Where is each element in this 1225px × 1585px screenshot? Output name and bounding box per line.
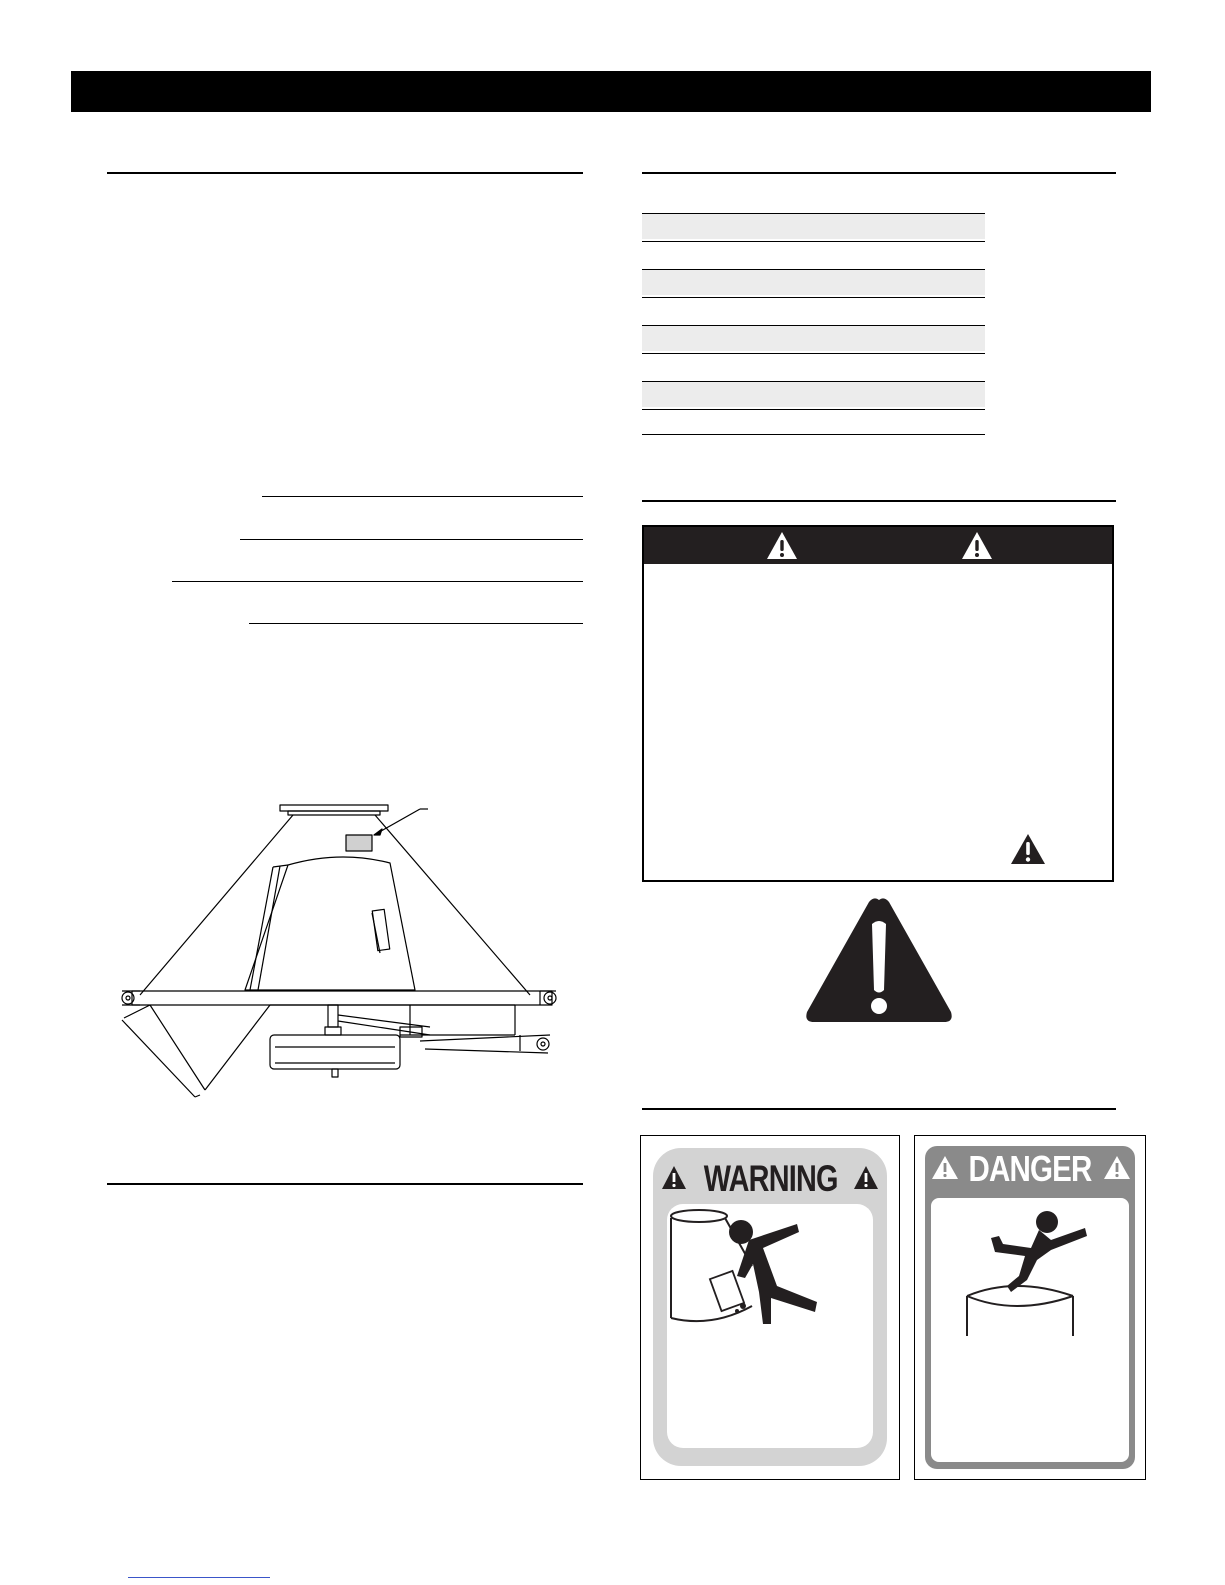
field-line-4[interactable] (249, 623, 583, 624)
table-row (642, 297, 985, 323)
alert-triangle-icon (931, 1155, 959, 1181)
table-row (642, 381, 985, 407)
warning-decal-header: WARNING (703, 1158, 838, 1199)
right-safety-rule (642, 500, 1116, 502)
table-row (642, 353, 985, 379)
right-table-rule (642, 172, 1116, 174)
inlet-neck (288, 811, 380, 815)
table-row (642, 409, 985, 435)
person-entangled-icon (667, 1206, 867, 1336)
alert-triangle-icon (961, 531, 993, 560)
alert-triangle-icon (853, 1165, 879, 1191)
footer-link[interactable] (128, 1577, 270, 1578)
alert-triangle-icon (1103, 1155, 1131, 1181)
table-row (642, 325, 985, 351)
alert-triangle-icon (661, 1165, 687, 1191)
person-falling-icon (955, 1206, 1115, 1336)
table-row (642, 213, 985, 239)
alert-triangle-icon (1010, 833, 1046, 865)
warning-decal (640, 1135, 900, 1480)
serial-plate (346, 835, 372, 851)
table-row (642, 269, 985, 295)
left-section2-rule (107, 1183, 583, 1185)
gate-disc (270, 1035, 400, 1069)
field-line-3[interactable] (172, 581, 583, 582)
alert-triangle-icon (804, 894, 954, 1025)
field-line-2[interactable] (240, 539, 583, 540)
danger-decal-header: DANGER (968, 1148, 1092, 1189)
warning-box (642, 525, 1114, 882)
header-bar (71, 71, 1151, 112)
inlet-flange (280, 805, 388, 811)
field-line-1[interactable] (262, 496, 583, 497)
table-row (642, 241, 985, 267)
right-decals-rule (642, 1108, 1116, 1110)
left-section1-rule (107, 172, 583, 174)
base-frame (132, 991, 552, 1005)
alert-triangle-icon (766, 531, 798, 560)
warning-box-header (644, 527, 1112, 564)
machine-diagram (110, 795, 570, 1115)
danger-decal (914, 1135, 1146, 1480)
